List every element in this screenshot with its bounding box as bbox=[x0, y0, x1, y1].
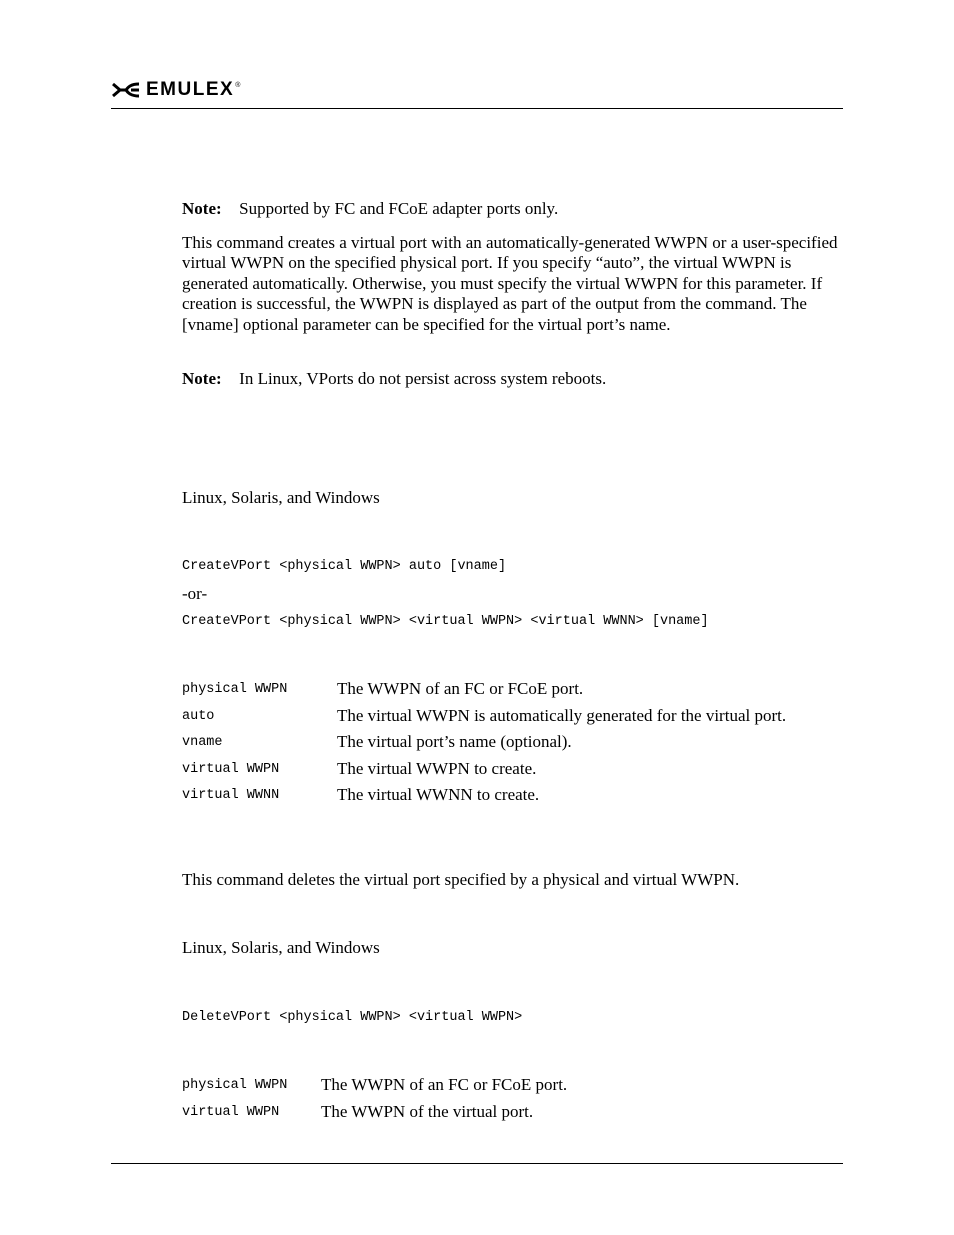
delete-platforms: Linux, Solaris, and Windows bbox=[182, 938, 380, 957]
param-name: virtual WWNN bbox=[182, 788, 280, 803]
note-linux-persistence bbox=[182, 369, 606, 389]
param-name: auto bbox=[182, 709, 215, 724]
create-syntax-auto: CreateVPort <physical WWPN> auto [vname] bbox=[182, 559, 507, 574]
param-desc: The virtual WWNN to create. bbox=[337, 785, 540, 804]
param-name: virtual WWPN bbox=[182, 1105, 280, 1120]
delete-description: This command deletes the virtual port specified by a physical and virtual WWPN. bbox=[182, 870, 740, 889]
emulex-logo-icon bbox=[112, 82, 140, 98]
param-name: vname bbox=[182, 735, 223, 750]
param-desc: The WWPN of an FC or FCoE port. bbox=[321, 1075, 568, 1094]
param-name: physical WWPN bbox=[182, 682, 288, 697]
param-desc: The WWPN of the virtual port. bbox=[321, 1102, 534, 1121]
create-platforms: Linux, Solaris, and Windows bbox=[182, 488, 380, 507]
emulex-logo bbox=[112, 80, 240, 100]
note-label: Note: bbox=[182, 199, 222, 218]
note-label: Note: bbox=[182, 369, 222, 388]
delete-syntax: DeleteVPort <physical WWPN> <virtual WWPN> bbox=[182, 1010, 523, 1025]
create-syntax-manual: CreateVPort <physical WWPN> <virtual WWPN> <virtual WWNN> [vname] bbox=[182, 614, 709, 629]
param-desc: The virtual WWPN to create. bbox=[337, 759, 537, 778]
trademark-symbol: ® bbox=[235, 82, 241, 89]
syntax-or-separator: -or- bbox=[182, 584, 208, 603]
param-desc: The virtual port’s name (optional). bbox=[337, 732, 572, 751]
param-desc: The WWPN of an FC or FCoE port. bbox=[337, 679, 584, 698]
param-desc: The virtual WWPN is automatically generated for the virtual port. bbox=[337, 706, 787, 725]
note-text: In Linux, VPorts do not persist across system reboots. bbox=[239, 369, 607, 388]
header-rule bbox=[111, 108, 843, 109]
param-name: virtual WWPN bbox=[182, 762, 280, 777]
note-text: Supported by FC and FCoE adapter ports only. bbox=[239, 199, 559, 218]
brand-name: EMULEX bbox=[146, 79, 235, 100]
param-name: physical WWPN bbox=[182, 1078, 288, 1093]
note-supported-ports bbox=[182, 199, 558, 219]
footer-rule bbox=[111, 1163, 843, 1164]
create-description: This command creates a virtual port with an automatically-generated WWPN or a user-specified virtual WWPN on the specified physical port. If you specify “auto”, the virtual WWPN is generated automatically. Otherwise, you must specify the virtual WWPN for this parameter. If creation is successful, the WWPN is displayed as part of the output from the command. The [vname] optional parameter can be specified for the virtual port’s name. bbox=[182, 233, 838, 334]
